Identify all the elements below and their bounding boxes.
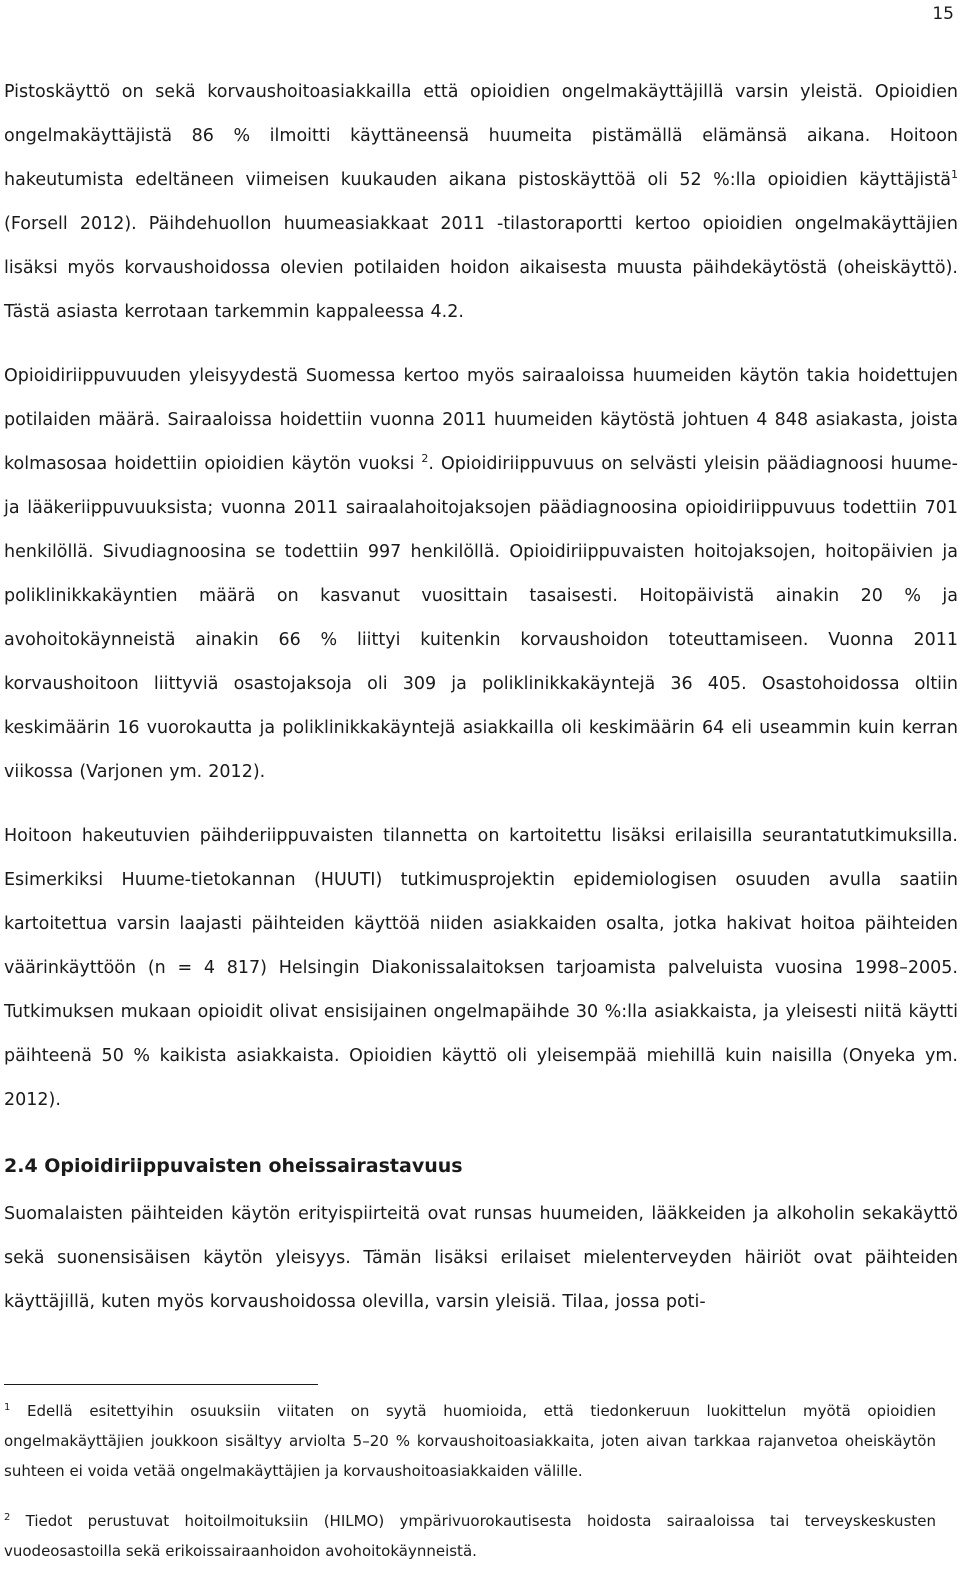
paragraph-text: . Opioidiriippuvuus on selvästi yleisin päädiagnoosi huume- ja lääkeriippuvuuksista; vuonna 2011 sairaalahoitojaksojen päädiagnoosina opioidiriippuvuus todettiin 701 henkilöllä. Sivudiagnoosina se todettiin 997 henkilöllä. Opioidiriippuvaisten hoitojaksojen, hoitopäivien ja poliklinikkakäyntien määrä on kasvanut vuosittain tasaisesti. Hoitopäivistä ainakin 20 % ja avohoitokäynneistä ainakin 66 % liittyi kuitenkin korvaushoidon toteuttamiseen. Vuonna 2011 korvaushoitoon liittyviä osastojaksoja oli 309 ja poliklinikkakäyntejä 36 405. Osastohoidossa oltiin keskimäärin 16 vuorokautta ja poliklinikkakäyntejä asiakkailla oli keskimäärin 64 eli useammin kuin kerran viikossa (Varjonen ym. 2012). <box>4 454 958 782</box>
paragraph-text: Opioidiriippuvuuden yleisyydestä Suomessa kertoo myös sairaaloissa huumeiden käytön takia hoidettujen potilaiden määrä. Sairaaloissa hoidettiin vuonna 2011 huumeiden käytöstä johtuen 4 848 asiakasta, joista kolmasosaa hoidettiin opioidien käytön vuoksi <box>4 366 958 474</box>
paragraph-text: Hoitoon hakeutuvien päihderiippuvaisten tilannetta on kartoitettu lisäksi erilaisilla seurantatutkimuksilla. Esimerkiksi Huume-tietokannan (HUUTI) tutkimusprojektin epidemiologisen osuuden avulla saatiin kartoitettua varsin laajasti päihteiden käyttöä niiden asiakkaiden osalta, jotka hakivat hoitoa päihteiden väärinkäyttöön (n = 4 817) Helsingin Diakonissalaitoksen tarjoamista palveluista vuosina 1998–2005. Tutkimuksen mukaan opioidit olivat ensisijainen ongelmapäihde 30 %:lla asiakkaista, ja yleisesti niitä käytti päihteenä 50 % kaikista asiakkaista. Opioidien käyttö oli yleisempää miehillä kuin naisilla (Onyeka ym. 2012). <box>4 826 958 1110</box>
footnote-text: Edellä esitettyihin osuuksiin viitaten on syytä huomioida, että tiedonkeruun luokittelun myötä opioidien ongelmakäyttäjien joukkoon sisältyy arviolta 5–20 % korvaushoitoasiakkaita, joten aivan tarkkaa rajanvetoa oheiskäytön suhteen ei voida vetää ongelmakäyttäjien ja korvaushoitoasiakkaiden välille. <box>4 1402 936 1480</box>
footnote-text: Tiedot perustuvat hoitoilmoituksiin (HILMO) ympärivuorokautisesta hoidosta sairaaloissa tai terveyskeskusten vuodeosastoilla sekä erikoissairaanhoidon avohoitokäynneistä. <box>4 1512 936 1560</box>
paragraph-comorbidity: Suomalaisten päihteiden käytön erityispiirteitä ovat runsas huumeiden, lääkkeiden ja alkoholin sekakäyttö sekä suonensisäisen käytön yleisyys. Tämän lisäksi erilaiset mielenterveyden häiriöt ovat päihteiden käyttäjillä, kuten myös korvaushoidossa olevilla, varsin yleisiä. Tilaa, jossa poti- <box>4 1204 958 1312</box>
footnote-2 <box>4 1506 936 1566</box>
section-heading: 2.4 Opioidiriippuvaisten oheissairastavuus <box>4 1155 463 1177</box>
paragraph-text: (Forsell 2012). Päihdehuollon huumeasiakkaat 2011 -tilastoraportti kertoo opioidien ongelmakäyttäjien lisäksi myös korvaushoidossa olevien potilaiden hoidon aikaisesta muusta päihdekäytöstä (oheiskäyttö). Tästä asiasta kerrotaan tarkemmin kappaleessa 4.2. <box>4 214 958 322</box>
paragraph-follow-up-studies <box>4 814 958 1122</box>
footnote-mark: 1 <box>4 1402 11 1413</box>
footnote-ref-1[interactable]: 1 <box>951 168 958 182</box>
paragraph-text: Pistoskäyttö on sekä korvaushoitoasiakkailla että opioidien ongelmakäyttäjillä varsin yleistä. Opioidien ongelmakäyttäjistä 86 % ilmoitti käyttäneensä huumeita pistämällä elämänsä aikana. Hoitoon hakeutumista edeltäneen viimeisen kuukauden aikana pistoskäyttöä oli 52 %:lla opioidien käyttäjistä <box>4 82 958 190</box>
footnote-mark: 2 <box>4 1512 11 1523</box>
page-number: 15 <box>932 4 954 24</box>
paragraph-prevalence <box>4 354 958 794</box>
paragraph-injection-use <box>4 70 958 334</box>
footnotes <box>4 1396 936 1566</box>
footnote-divider <box>4 1384 318 1385</box>
footnote-ref-2[interactable]: 2 <box>421 452 429 466</box>
footnote-1 <box>4 1396 936 1486</box>
main-content <box>4 70 958 1324</box>
